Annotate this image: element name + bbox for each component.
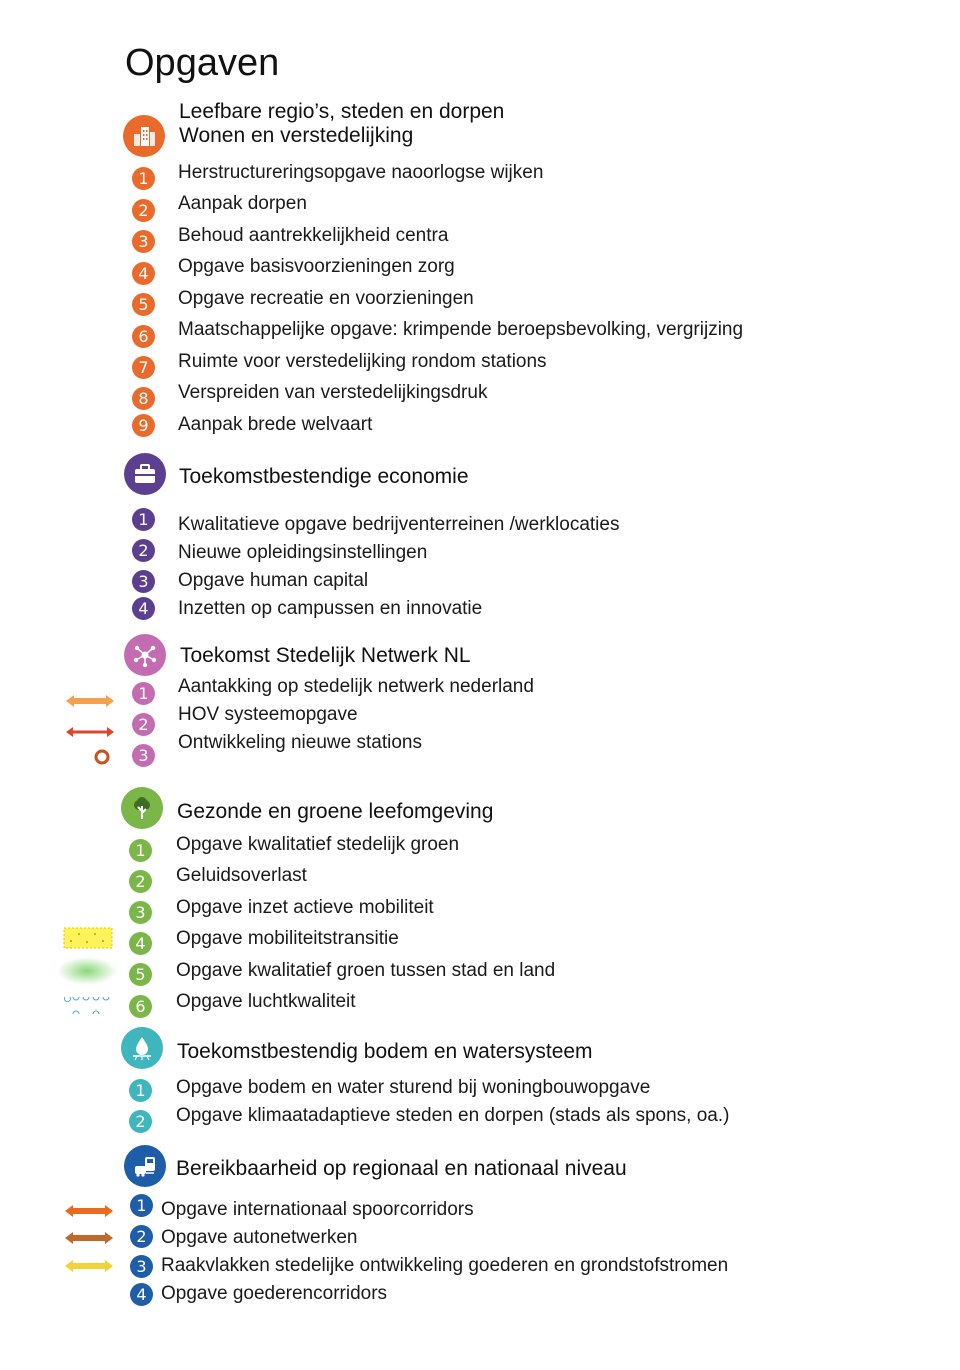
freight-corridor-arrow-icon	[63, 1258, 115, 1274]
section-title: Toekomst Stedelijk Netwerk NL	[180, 644, 471, 667]
list-item: Opgave kwalitatief stedelijk groen	[176, 834, 460, 855]
item-number: 3	[130, 1255, 153, 1278]
section-title: Gezonde en groene leefomgeving	[177, 800, 494, 823]
list-item: Aantakking op stedelijk netwerk nederland	[178, 676, 534, 697]
item-number: 3	[132, 230, 155, 253]
list-item: HOV systeemopgave	[178, 704, 358, 725]
item-number: 2	[132, 539, 155, 562]
item-number: 3	[132, 570, 155, 593]
item-number: 1	[132, 167, 155, 190]
list-item: Opgave autonetwerken	[161, 1227, 358, 1248]
item-number: 4	[132, 262, 155, 285]
list-item: Verspreiden van verstedelijkingsdruk	[178, 382, 488, 403]
list-item: Opgave klimaatadaptieve steden en dorpen (stads als spons, oa.)	[176, 1105, 730, 1126]
item-number: 3	[129, 901, 152, 924]
item-number: 5	[132, 293, 155, 316]
list-item: Opgave internationaal spoorcorridors	[161, 1199, 474, 1220]
air-quality-icon	[63, 990, 115, 1016]
list-item: Ruimte voor verstedelijking rondom stations	[178, 351, 547, 372]
tree-icon	[121, 787, 163, 829]
list-item: Maatschappelijke opgave: krimpende beroepsbevolking, vergrijzing	[178, 319, 744, 340]
list-item: Nieuwe opleidingsinstellingen	[178, 542, 428, 563]
briefcase-icon	[124, 453, 166, 495]
list-item: Ontwikkeling nieuwe stations	[178, 732, 422, 753]
page-title: Opgaven	[125, 42, 280, 84]
list-item: Aanpak brede welvaart	[178, 414, 373, 435]
water-drop-icon	[121, 1027, 163, 1069]
list-item: Opgave bodem en water sturend bij woningbouwopgave	[176, 1077, 651, 1098]
rail-corridor-arrow-icon	[63, 1203, 115, 1219]
line-arrow-icon	[64, 726, 116, 738]
road-network-arrow-icon	[63, 1230, 115, 1246]
section-title: Bereikbaarheid op regionaal en nationaal niveau	[176, 1157, 627, 1180]
list-item: Opgave luchtkwaliteit	[176, 991, 356, 1012]
item-number: 5	[129, 963, 152, 986]
list-item: Opgave human capital	[178, 570, 369, 591]
item-number: 1	[130, 1194, 153, 1217]
item-number: 9	[132, 414, 155, 437]
item-number: 2	[130, 1225, 153, 1248]
section-title: Toekomstbestendige economie	[179, 465, 469, 488]
item-number: 1	[132, 508, 155, 531]
item-number: 3	[132, 744, 155, 767]
list-item: Geluidsoverlast	[176, 865, 307, 886]
list-item: Raakvlakken stedelijke ontwikkeling goederen en grondstofstromen	[161, 1255, 729, 1276]
double-arrow-icon	[64, 693, 116, 709]
item-number: 1	[129, 839, 152, 862]
item-number: 4	[129, 932, 152, 955]
list-item: Opgave recreatie en voorzieningen	[178, 288, 474, 309]
list-item: Opgave basisvoorzieningen zorg	[178, 256, 455, 277]
item-number: 1	[132, 682, 155, 705]
transport-icon	[124, 1145, 166, 1187]
item-number: 1	[129, 1079, 152, 1102]
list-item: Opgave inzet actieve mobiliteit	[176, 897, 434, 918]
item-number: 2	[129, 1110, 152, 1133]
item-number: 6	[132, 325, 155, 348]
list-item: Opgave goederencorridors	[161, 1283, 388, 1304]
item-number: 2	[129, 870, 152, 893]
item-number: 4	[130, 1283, 153, 1306]
list-item: Inzetten op campussen en innovatie	[178, 598, 483, 619]
item-number: 6	[129, 995, 152, 1018]
list-item: Herstructureringsopgave naoorlogse wijken	[178, 162, 544, 183]
list-item: Aanpak dorpen	[178, 193, 307, 214]
list-item: Opgave mobiliteitstransitie	[176, 928, 399, 949]
buildings-icon	[123, 115, 165, 157]
item-number: 2	[132, 199, 155, 222]
dotted-area-icon	[63, 927, 113, 949]
list-item: Opgave kwalitatief groen tussen stad en land	[176, 960, 556, 981]
section-title: Toekomstbestendig bodem en watersysteem	[177, 1040, 593, 1063]
list-item: Kwalitatieve opgave bedrijventerreinen /werklocaties	[178, 514, 620, 535]
item-number: 8	[132, 387, 155, 410]
station-circle-icon	[93, 748, 111, 766]
item-number: 2	[132, 713, 155, 736]
section-subtitle: Wonen en verstedelijking	[179, 124, 414, 147]
green-zone-icon	[56, 956, 118, 986]
network-icon	[124, 634, 166, 676]
item-number: 7	[132, 356, 155, 379]
item-number: 4	[132, 597, 155, 620]
list-item: Behoud aantrekkelijkheid centra	[178, 225, 449, 246]
section-title: Leefbare regio’s, steden en dorpen	[179, 100, 505, 123]
